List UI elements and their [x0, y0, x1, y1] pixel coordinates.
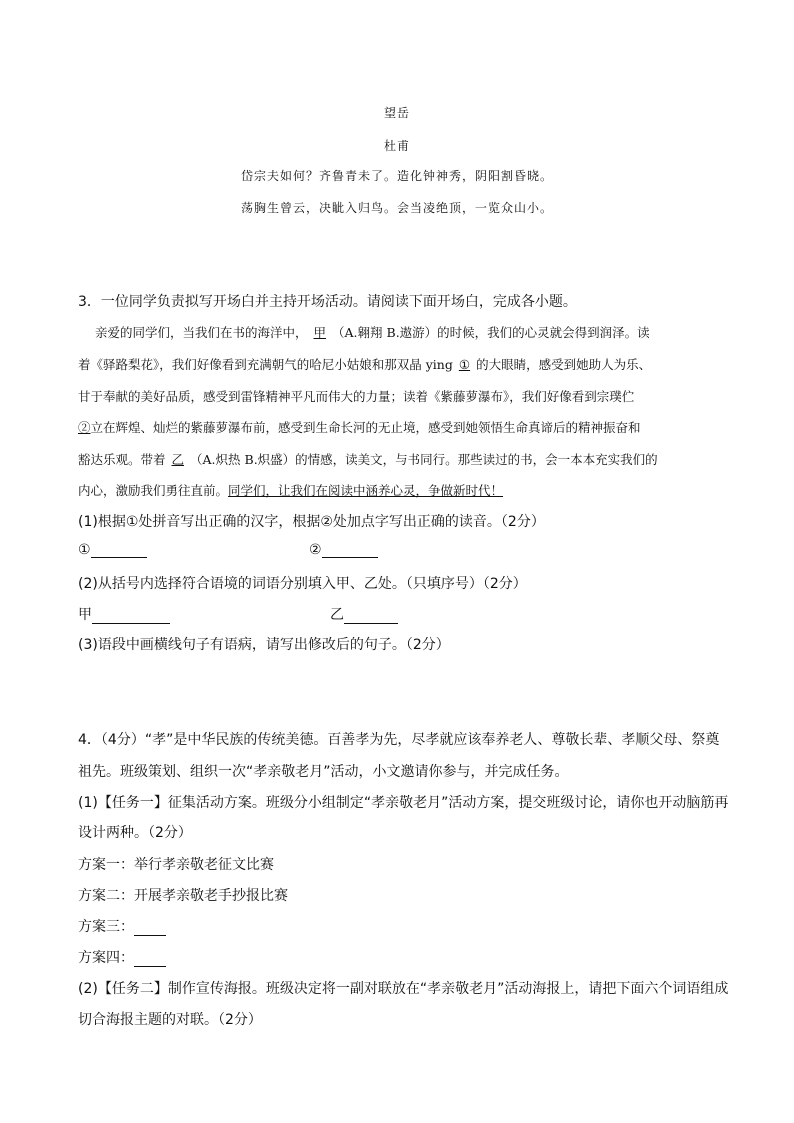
q3-passage-line-5 [78, 450, 718, 468]
q4-task-2-line-1: (2)【任务二】制作宣传海报。班级决定将一副对联放在“孝亲敬老月”活动海报上，请把下面六个词语组成 [78, 981, 729, 997]
poem-title: 望岳 [383, 106, 410, 120]
q3-stem: 3．一位同学负责拟写开场白并主持开场活动。请阅读下面开场白，完成各小题。 [78, 294, 577, 310]
plan-1: 方案一：举行孝亲敬老征文比赛 [78, 857, 274, 873]
plan-4-row [78, 947, 166, 967]
answer-2-label: ② [309, 542, 322, 558]
q3-passage-line-4 [78, 418, 718, 436]
jia-label: 甲 [78, 607, 92, 623]
q3-p4b: 立在辉煌、灿烂的紫藤萝瀑布前，感受到生命长河的无止境，感受到她领悟生命真谛后的精神振奋和 [90, 420, 641, 435]
q3-p1a: 亲爱的同学们，当我们在书的海洋中， [95, 325, 308, 340]
q3-passage-line-2 [78, 355, 718, 373]
plan-2: 方案二：开展孝亲敬老手抄报比赛 [78, 888, 288, 904]
q3-p5a: 豁达乐观。带着 [78, 452, 166, 467]
q3-passage-line-3: 甘于奉献的美好品质，感受到雷锋精神平凡而伟大的力量；读着《紫藤萝瀑布》，我们好像看到宗璞伫 [78, 389, 635, 404]
blank-2-marker: ② [78, 420, 91, 435]
answer-1-label: ① [78, 542, 91, 558]
q4-task-1-line-1: (1)【任务一】征集活动方案。班级分小组制定“孝亲敬老月”活动方案，提交班级讨论，请你也开动脑筋再 [78, 795, 729, 811]
blank-1-marker: ① [458, 357, 471, 372]
q3-p2a: 着《驿路梨花》，我们好像看到充满朝气的哈尼小姑娘和那双晶 ying [78, 357, 453, 372]
q4-task-1-line-2: 设计两种。（2分） [78, 825, 192, 841]
poem-author: 杜甫 [383, 139, 410, 153]
q3-passage-line-6 [78, 481, 718, 499]
q3-sub-3: (3)语段中画横线句子有语病，请写出修改后的句子。（2分） [78, 637, 450, 653]
plan-4-label: 方案四： [78, 950, 134, 966]
jia-answer-blank[interactable] [92, 609, 170, 624]
yi-answer-blank[interactable] [344, 609, 398, 624]
q3-yi-row [330, 604, 398, 624]
poem-line-2: 荡胸生曾云，决眦入归鸟。会当凌绝顶，一览众山小。 [240, 201, 553, 215]
q3-p2b: 的大眼睛，感受到她助人为乐、 [476, 357, 652, 372]
answer-1-blank[interactable] [91, 543, 147, 558]
plan-3-blank[interactable] [134, 921, 166, 936]
q3-sub-1: (1)根据①处拼音写出正确的汉字，根据②处加点字写出正确的读音。（2分） [78, 514, 545, 530]
q3-p1b: （A.翱翔 B.遨游）的时候，我们的心灵就会得到润泽。读 [332, 325, 650, 340]
answer-2-blank[interactable] [322, 543, 378, 558]
plan-3-label: 方案三： [78, 919, 134, 935]
blank-jia: 甲 [313, 325, 327, 340]
plan-3-row [78, 916, 166, 936]
yi-label: 乙 [330, 607, 344, 623]
underlined-sentence: 同学们，让我们在阅读中涵养心灵，争做新时代！ [228, 483, 504, 498]
q3-p6a: 内心，激励我们勇往直前。 [78, 483, 229, 498]
q3-answer-row-2 [309, 542, 378, 558]
q3-jia-row [78, 604, 170, 624]
poem-line-1: 岱宗夫如何？齐鲁青未了。造化钟神秀，阴阳割昏晓。 [240, 169, 553, 183]
plan-4-blank[interactable] [134, 952, 166, 967]
q4-stem-line-2: 祖先。班级策划、组织一次“孝亲敬老月”活动，小文邀请你参与，并完成任务。 [78, 764, 569, 780]
q4-stem-line-1: 4．（4分）“孝”是中华民族的传统美德。百善孝为先，尽孝就应该奉养老人、尊敬长辈、孝顺父母、祭奠 [78, 732, 720, 748]
blank-yi: 乙 [171, 452, 185, 467]
q3-sub-2: (2)从括号内选择符合语境的词语分别填入甲、乙处。（只填序号）（2分） [78, 576, 527, 592]
q3-p5b: （A.炽热 B.炽盛）的情感，读美文，与书同行。那些读过的书，会一本本充实我们的 [190, 452, 658, 467]
q3-passage-line-1 [95, 323, 735, 341]
q3-answer-row-1 [78, 542, 147, 558]
q4-task-2-line-2: 切合海报主题的对联。（2分） [78, 1012, 262, 1028]
